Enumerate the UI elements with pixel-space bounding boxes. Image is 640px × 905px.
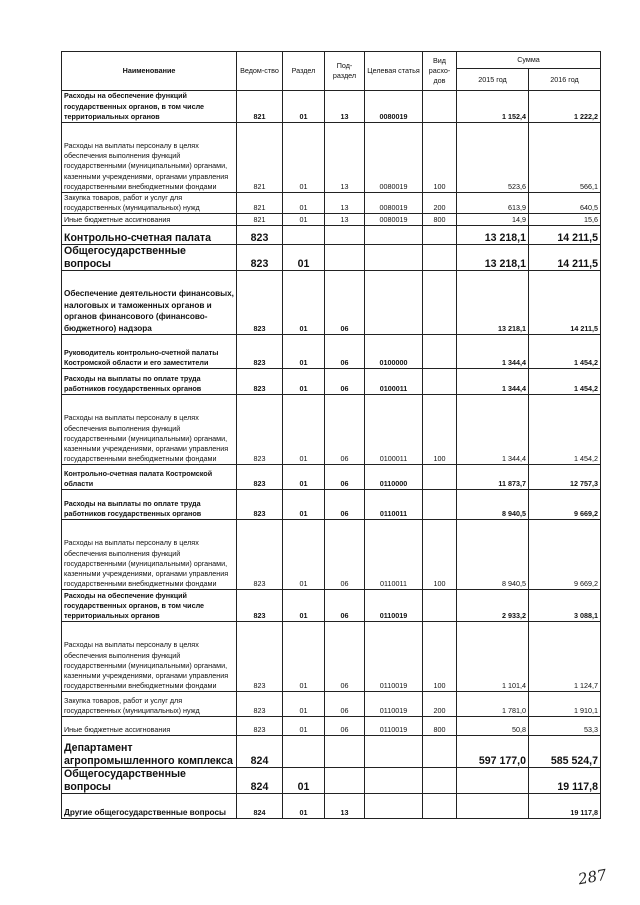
cell-vedom: 823 bbox=[237, 717, 283, 736]
cell-name: Иные бюджетные ассигнования bbox=[62, 214, 237, 226]
cell-celevaya: 0080019 bbox=[365, 123, 423, 193]
table-row bbox=[62, 271, 601, 335]
cell-y2015: 13 218,1 bbox=[457, 271, 529, 335]
page-number: 287 bbox=[576, 865, 608, 889]
cell-podrazdel: 06 bbox=[325, 692, 365, 717]
cell-razdel: 01 bbox=[283, 768, 325, 794]
table-body bbox=[62, 91, 601, 819]
cell-podrazdel: 06 bbox=[325, 622, 365, 692]
cell-podrazdel: 13 bbox=[325, 193, 365, 214]
cell-y2016: 9 669,2 bbox=[529, 490, 601, 520]
cell-vedom: 823 bbox=[237, 490, 283, 520]
cell-vedom: 821 bbox=[237, 214, 283, 226]
cell-vedom: 823 bbox=[237, 520, 283, 590]
cell-name: Обеспечение деятельности финансовых, налоговых и таможенных органов и органов финансового (финансово-бюджетного) надзора bbox=[62, 271, 237, 335]
header-2016: 2016 год bbox=[529, 69, 601, 91]
header-celevaya: Целевая статья bbox=[365, 52, 423, 91]
cell-podrazdel: 13 bbox=[325, 123, 365, 193]
cell-podrazdel bbox=[325, 226, 365, 245]
cell-razdel: 01 bbox=[283, 271, 325, 335]
budget-table bbox=[61, 51, 601, 819]
cell-razdel: 01 bbox=[283, 369, 325, 395]
cell-celevaya: 0110019 bbox=[365, 692, 423, 717]
cell-y2015: 11 873,7 bbox=[457, 465, 529, 490]
cell-y2015: 523,6 bbox=[457, 123, 529, 193]
cell-name: Руководитель контрольно-счетной палаты Костромской области и его заместители bbox=[62, 335, 237, 369]
cell-vedom: 823 bbox=[237, 465, 283, 490]
cell-y2015: 13 218,1 bbox=[457, 226, 529, 245]
cell-y2015: 14,9 bbox=[457, 214, 529, 226]
cell-podrazdel: 13 bbox=[325, 91, 365, 123]
table-row bbox=[62, 91, 601, 123]
cell-vid bbox=[423, 245, 457, 271]
cell-y2016: 585 524,7 bbox=[529, 736, 601, 768]
cell-name: Расходы на выплаты по оплате труда работников государственных органов bbox=[62, 490, 237, 520]
table-row bbox=[62, 490, 601, 520]
cell-vedom: 824 bbox=[237, 768, 283, 794]
cell-vid bbox=[423, 794, 457, 819]
cell-vedom: 823 bbox=[237, 245, 283, 271]
cell-vedom: 823 bbox=[237, 395, 283, 465]
cell-razdel: 01 bbox=[283, 692, 325, 717]
cell-name: Общегосударственные вопросы bbox=[62, 768, 237, 794]
cell-y2015: 1 344,4 bbox=[457, 395, 529, 465]
cell-name: Иные бюджетные ассигнования bbox=[62, 717, 237, 736]
cell-vedom: 823 bbox=[237, 590, 283, 622]
table-row bbox=[62, 692, 601, 717]
cell-y2016: 15,6 bbox=[529, 214, 601, 226]
cell-razdel: 01 bbox=[283, 717, 325, 736]
cell-y2016: 14 211,5 bbox=[529, 245, 601, 271]
cell-celevaya: 0110011 bbox=[365, 520, 423, 590]
cell-vid bbox=[423, 335, 457, 369]
cell-razdel: 01 bbox=[283, 193, 325, 214]
cell-podrazdel: 06 bbox=[325, 271, 365, 335]
cell-vid bbox=[423, 271, 457, 335]
cell-name: Расходы на выплаты персоналу в целях обеспечения выполнения функций государственными (муниципальными) органами, казенными учреждениями, органами управления государственными внебюджетными фондами bbox=[62, 395, 237, 465]
cell-razdel: 01 bbox=[283, 245, 325, 271]
cell-y2016: 3 088,1 bbox=[529, 590, 601, 622]
cell-razdel: 01 bbox=[283, 520, 325, 590]
table-row bbox=[62, 768, 601, 794]
cell-vid bbox=[423, 768, 457, 794]
cell-vid: 800 bbox=[423, 717, 457, 736]
cell-celevaya: 0080019 bbox=[365, 91, 423, 123]
cell-razdel bbox=[283, 226, 325, 245]
cell-y2015: 2 933,2 bbox=[457, 590, 529, 622]
cell-celevaya: 0110019 bbox=[365, 717, 423, 736]
cell-vid: 800 bbox=[423, 214, 457, 226]
cell-name: Расходы на обеспечение функций государственных органов, в том числе территориальных органов bbox=[62, 91, 237, 123]
cell-vid: 100 bbox=[423, 622, 457, 692]
cell-podrazdel: 06 bbox=[325, 520, 365, 590]
cell-podrazdel: 06 bbox=[325, 490, 365, 520]
cell-y2015 bbox=[457, 794, 529, 819]
cell-vedom: 824 bbox=[237, 794, 283, 819]
cell-podrazdel: 06 bbox=[325, 395, 365, 465]
cell-celevaya: 0100011 bbox=[365, 369, 423, 395]
cell-y2016: 1 454,2 bbox=[529, 335, 601, 369]
cell-y2016: 19 117,8 bbox=[529, 768, 601, 794]
cell-podrazdel: 13 bbox=[325, 794, 365, 819]
table-row bbox=[62, 465, 601, 490]
cell-celevaya bbox=[365, 245, 423, 271]
cell-name: Контрольно-счетная палата bbox=[62, 226, 237, 245]
cell-razdel: 01 bbox=[283, 465, 325, 490]
cell-podrazdel: 06 bbox=[325, 717, 365, 736]
cell-razdel: 01 bbox=[283, 622, 325, 692]
table-row bbox=[62, 369, 601, 395]
table-row bbox=[62, 226, 601, 245]
table-row bbox=[62, 520, 601, 590]
cell-vid bbox=[423, 590, 457, 622]
cell-y2016: 12 757,3 bbox=[529, 465, 601, 490]
table-row bbox=[62, 622, 601, 692]
cell-podrazdel: 06 bbox=[325, 369, 365, 395]
cell-y2015: 8 940,5 bbox=[457, 520, 529, 590]
cell-vid bbox=[423, 736, 457, 768]
cell-vid: 200 bbox=[423, 193, 457, 214]
table-row bbox=[62, 736, 601, 768]
cell-vid: 100 bbox=[423, 395, 457, 465]
cell-celevaya: 0110019 bbox=[365, 622, 423, 692]
cell-y2016: 14 211,5 bbox=[529, 271, 601, 335]
cell-celevaya bbox=[365, 271, 423, 335]
cell-razdel: 01 bbox=[283, 395, 325, 465]
cell-celevaya bbox=[365, 736, 423, 768]
cell-y2016: 9 669,2 bbox=[529, 520, 601, 590]
cell-podrazdel: 06 bbox=[325, 465, 365, 490]
cell-celevaya: 0100011 bbox=[365, 395, 423, 465]
cell-y2016: 53,3 bbox=[529, 717, 601, 736]
table-row bbox=[62, 590, 601, 622]
cell-vedom: 821 bbox=[237, 193, 283, 214]
cell-name: Закупка товаров, работ и услуг для государственных (муниципальных) нужд bbox=[62, 692, 237, 717]
cell-vedom: 823 bbox=[237, 369, 283, 395]
cell-celevaya bbox=[365, 226, 423, 245]
header-razdel: Раздел bbox=[283, 52, 325, 91]
cell-razdel: 01 bbox=[283, 490, 325, 520]
cell-vid bbox=[423, 465, 457, 490]
cell-y2015: 597 177,0 bbox=[457, 736, 529, 768]
cell-vid: 200 bbox=[423, 692, 457, 717]
cell-celevaya bbox=[365, 768, 423, 794]
cell-vid bbox=[423, 369, 457, 395]
header-summa: Сумма bbox=[457, 52, 601, 69]
cell-celevaya: 0100000 bbox=[365, 335, 423, 369]
cell-vedom: 823 bbox=[237, 335, 283, 369]
cell-y2015: 1 344,4 bbox=[457, 335, 529, 369]
table-row bbox=[62, 335, 601, 369]
cell-celevaya: 0110019 bbox=[365, 590, 423, 622]
cell-vid bbox=[423, 490, 457, 520]
cell-name: Департамент агропромышленного комплекса bbox=[62, 736, 237, 768]
cell-y2016: 1 222,2 bbox=[529, 91, 601, 123]
cell-vedom: 821 bbox=[237, 91, 283, 123]
cell-y2015: 50,8 bbox=[457, 717, 529, 736]
table-row bbox=[62, 214, 601, 226]
cell-y2015: 1 152,4 bbox=[457, 91, 529, 123]
cell-y2015 bbox=[457, 768, 529, 794]
cell-vedom: 823 bbox=[237, 692, 283, 717]
cell-razdel bbox=[283, 736, 325, 768]
cell-podrazdel bbox=[325, 245, 365, 271]
header-podrazdel: Под-раздел bbox=[325, 52, 365, 91]
cell-celevaya: 0110011 bbox=[365, 490, 423, 520]
cell-name: Расходы на выплаты по оплате труда работников государственных органов bbox=[62, 369, 237, 395]
cell-vedom: 821 bbox=[237, 123, 283, 193]
table-row bbox=[62, 794, 601, 819]
cell-podrazdel: 13 bbox=[325, 214, 365, 226]
cell-razdel: 01 bbox=[283, 794, 325, 819]
cell-y2015: 613,9 bbox=[457, 193, 529, 214]
cell-name: Общегосударственные вопросы bbox=[62, 245, 237, 271]
cell-y2016: 566,1 bbox=[529, 123, 601, 193]
cell-name: Расходы на выплаты персоналу в целях обеспечения выполнения функций государственными (муниципальными) органами, казенными учреждениями, органами управления государственными внебюджетными фондами bbox=[62, 520, 237, 590]
cell-razdel: 01 bbox=[283, 214, 325, 226]
cell-name: Закупка товаров, работ и услуг для государственных (муниципальных) нужд bbox=[62, 193, 237, 214]
cell-podrazdel bbox=[325, 736, 365, 768]
cell-celevaya: 0080019 bbox=[365, 193, 423, 214]
cell-vid: 100 bbox=[423, 123, 457, 193]
cell-name: Расходы на выплаты персоналу в целях обеспечения выполнения функций государственными (муниципальными) органами, казенными учреждениями, органами управления государственными внебюджетными фондами bbox=[62, 622, 237, 692]
cell-celevaya: 0080019 bbox=[365, 214, 423, 226]
table-row bbox=[62, 717, 601, 736]
cell-vedom: 823 bbox=[237, 622, 283, 692]
cell-y2016: 1 454,2 bbox=[529, 369, 601, 395]
cell-razdel: 01 bbox=[283, 335, 325, 369]
cell-name: Расходы на обеспечение функций государственных органов, в том числе территориальных органов bbox=[62, 590, 237, 622]
header-2015: 2015 год bbox=[457, 69, 529, 91]
header-vedom: Ведом-ство bbox=[237, 52, 283, 91]
cell-razdel: 01 bbox=[283, 91, 325, 123]
table-row bbox=[62, 245, 601, 271]
cell-y2016: 1 454,2 bbox=[529, 395, 601, 465]
cell-vedom: 824 bbox=[237, 736, 283, 768]
cell-vid bbox=[423, 91, 457, 123]
cell-vid bbox=[423, 226, 457, 245]
cell-y2016: 1 910,1 bbox=[529, 692, 601, 717]
table-row bbox=[62, 395, 601, 465]
cell-y2016: 640,5 bbox=[529, 193, 601, 214]
cell-y2016: 19 117,8 bbox=[529, 794, 601, 819]
table-row bbox=[62, 193, 601, 214]
cell-celevaya: 0110000 bbox=[365, 465, 423, 490]
cell-celevaya bbox=[365, 794, 423, 819]
cell-podrazdel: 06 bbox=[325, 335, 365, 369]
cell-vid: 100 bbox=[423, 520, 457, 590]
header-name: Наименование bbox=[62, 52, 237, 91]
cell-razdel: 01 bbox=[283, 590, 325, 622]
cell-y2016: 1 124,7 bbox=[529, 622, 601, 692]
cell-y2015: 1 101,4 bbox=[457, 622, 529, 692]
cell-y2016: 14 211,5 bbox=[529, 226, 601, 245]
cell-podrazdel: 06 bbox=[325, 590, 365, 622]
cell-razdel: 01 bbox=[283, 123, 325, 193]
table-row bbox=[62, 123, 601, 193]
header-vid: Вид расхо-дов bbox=[423, 52, 457, 91]
cell-name: Расходы на выплаты персоналу в целях обеспечения выполнения функций государственными (муниципальными) органами, казенными учреждениями, органами управления государственными внебюджетными фондами bbox=[62, 123, 237, 193]
cell-name: Контрольно-счетная палата Костромской области bbox=[62, 465, 237, 490]
cell-y2015: 1 344,4 bbox=[457, 369, 529, 395]
cell-y2015: 1 781,0 bbox=[457, 692, 529, 717]
cell-y2015: 13 218,1 bbox=[457, 245, 529, 271]
cell-name: Другие общегосударственные вопросы bbox=[62, 794, 237, 819]
cell-y2015: 8 940,5 bbox=[457, 490, 529, 520]
cell-podrazdel bbox=[325, 768, 365, 794]
cell-vedom: 823 bbox=[237, 226, 283, 245]
cell-vedom: 823 bbox=[237, 271, 283, 335]
